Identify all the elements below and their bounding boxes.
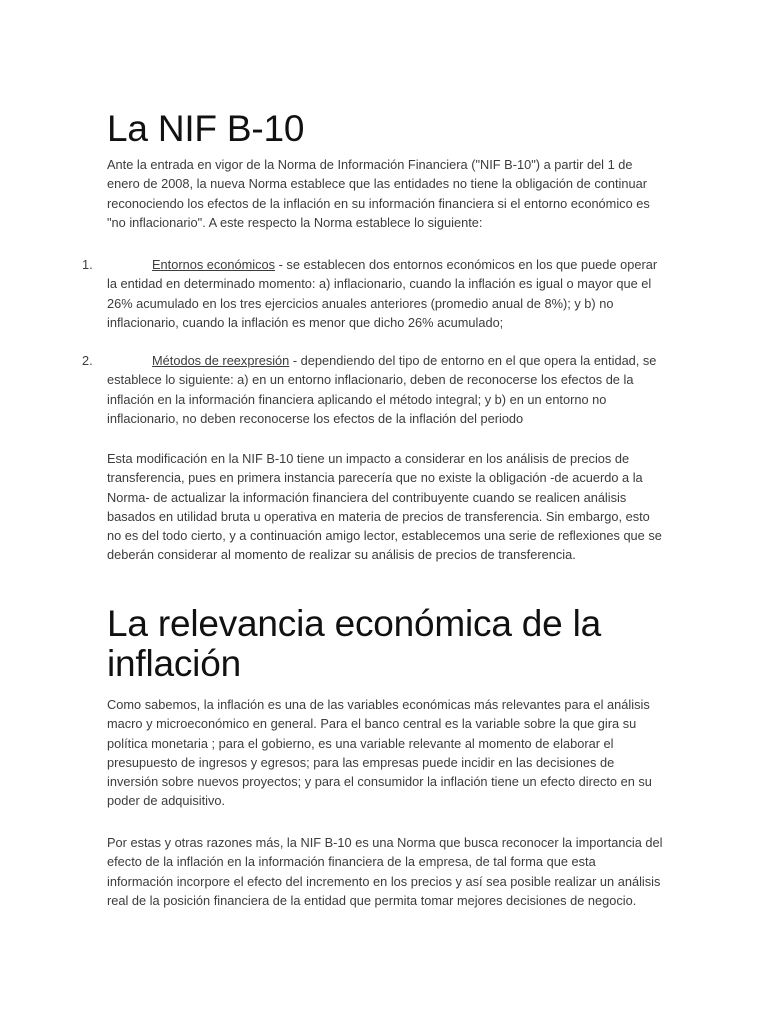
list-text-1: - se establecen dos entornos económicos en los que puede operar la entidad en determinado momento: a) inflacionario, cuando la inflación es igual o mayor que el 26% acumulado en los tres ejercicios anuales anteriores (promedio anual de 8%); y b) no inflacionario, cuando la inflación es menor que dicho 26% acumulado;	[107, 257, 658, 330]
list-number-1: 1.	[82, 257, 93, 272]
paragraph-transfer-pricing: Esta modificación en la NIF B-10 tiene un impacto a considerar en los análisis de precios de transferencia, pues en primera instancia parecería que no existe la obligación -de acuerdo a la Norma- de actualizar la información financiera del contribuyente cuando se realicen análisis basados en utilidad bruta u operativa en materia de precios de transferencia. Sin embargo, esto no es del todo cierto, y a continuación amigo lector, establecemos una serie de reflexiones que se deberán considerar al momento de realizar su análisis de precios de transferencia.	[107, 451, 662, 563]
paragraph-inflation-relevance: Como sabemos, la inflación es una de las variables económicas más relevantes para el análisis macro y microeconómico en general. Para el banco central es la variable sobre la que gira su política monetaria ; para el gobierno, es una variable relevante al momento de elaborar el presupuesto de ingresos y egresos; para las empresas puede incidir en las decisiones de inversión sobre nuevos proyectos; y para el consumidor la inflación tiene un efecto directo en su poder de adquisitivo.	[107, 697, 652, 809]
paragraph-conclusion: Por estas y otras razones más, la NIF B-10 es una Norma que busca reconocer la importancia del efecto de la inflación en la información financiera de la empresa, de tal forma que esta información incorpore el efecto del incremento en los precios y así sea posible realizar un análisis real de la posición financiera de la entidad que permita tomar mejores decisiones de negocio.	[107, 835, 663, 908]
intro-paragraph: Ante la entrada en vigor de la Norma de Información Financiera ("NIF B-10") a partir del 1 de enero de 2008, la nueva Norma establece que las entidades no tiene la obligación de continuar reconociendo los efectos de la inflación en su información financiera si el entorno económico es "no inflacionario". A este respecto la Norma establece lo siguiente:	[107, 157, 650, 230]
section-heading: La relevancia económica de la inflación	[107, 603, 602, 684]
list-body-2	[107, 351, 663, 428]
list-term-1: Entornos económicos	[152, 257, 276, 272]
document-title: La NIF B-10	[107, 108, 305, 149]
list-number-2: 2.	[82, 353, 93, 368]
list-body-1	[107, 255, 663, 332]
list-term-2: Métodos de reexpresión	[152, 353, 290, 368]
list-text-2: - dependiendo del tipo de entorno en el que opera la entidad, se establece lo siguiente: a) en un entorno inflacionario, deben de reconocerse los efectos de la inflación en la información financiera aplicando el método integral; y b) en un entorno no inflacionario, no deben reconocerse los efectos de la inflación del periodo	[107, 353, 657, 426]
